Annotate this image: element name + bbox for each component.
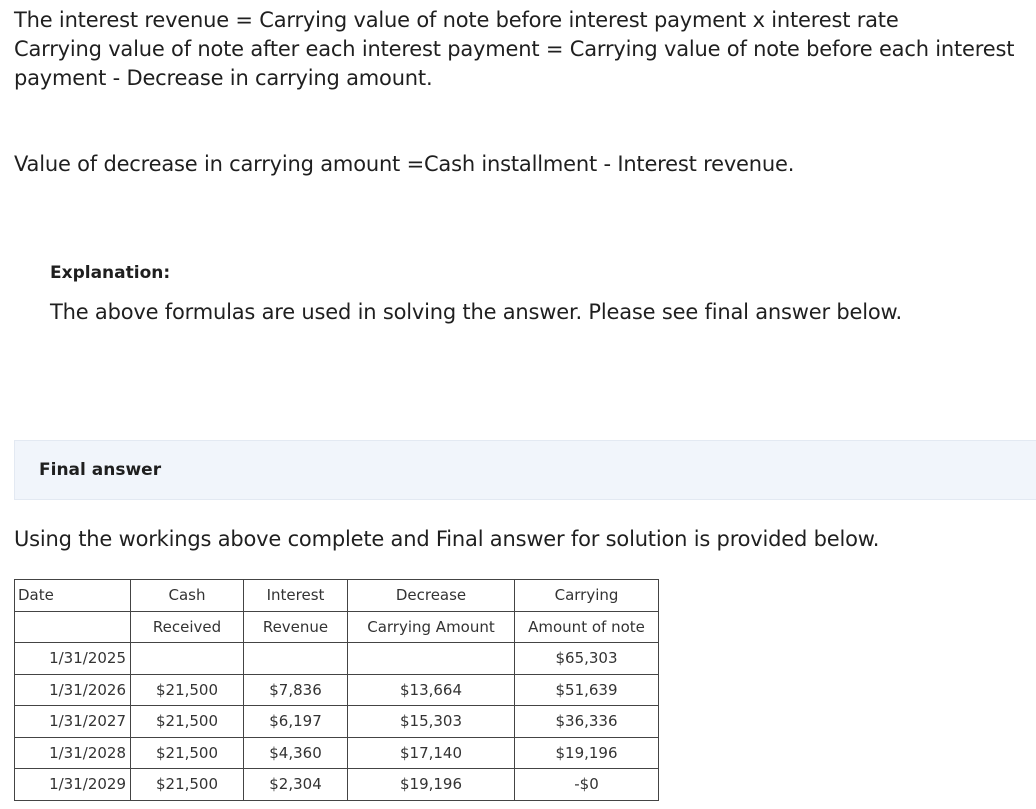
header-carrying-amount: Carrying Amount — [348, 611, 515, 643]
final-answer-banner — [14, 440, 1036, 500]
cell-decrease-carrying-amount: $13,664 — [348, 674, 515, 706]
amortization-table-wrapper — [14, 579, 659, 801]
table-header-row — [15, 611, 659, 643]
header-carrying: Carrying — [515, 580, 659, 612]
explanation-heading: Explanation: — [50, 263, 171, 283]
table-row — [15, 706, 659, 738]
cell-date: 1/31/2027 — [15, 706, 131, 738]
explanation-body: The above formulas are used in solving the answer. Please see final answer below. — [50, 300, 903, 324]
formula-carrying-value-line1: Carrying value of note after each interest payment = Carrying value of note before each interest — [14, 37, 1015, 61]
formula-interest-revenue: The interest revenue = Carrying value of note before interest payment x interest rate — [14, 8, 899, 32]
formula-decrease-carrying-amount: Value of decrease in carrying amount =Cash installment - Interest revenue. — [14, 152, 795, 176]
cell-decrease-carrying-amount: $17,140 — [348, 737, 515, 769]
cell-interest-revenue — [244, 643, 348, 675]
cell-date: 1/31/2025 — [15, 643, 131, 675]
cell-carrying-amount-of-note: $65,303 — [515, 643, 659, 675]
cell-decrease-carrying-amount — [348, 643, 515, 675]
amortization-table — [14, 579, 659, 801]
cell-carrying-amount-of-note: $36,336 — [515, 706, 659, 738]
cell-interest-revenue: $6,197 — [244, 706, 348, 738]
table-row — [15, 737, 659, 769]
cell-carrying-amount-of-note: $19,196 — [515, 737, 659, 769]
table-row — [15, 674, 659, 706]
cell-decrease-carrying-amount: $19,196 — [348, 769, 515, 801]
final-answer-label: Final answer — [39, 460, 162, 480]
table-row — [15, 643, 659, 675]
header-received: Received — [131, 611, 244, 643]
header-date-sub — [15, 611, 131, 643]
cell-decrease-carrying-amount: $15,303 — [348, 706, 515, 738]
header-revenue: Revenue — [244, 611, 348, 643]
header-amount-of-note: Amount of note — [515, 611, 659, 643]
cell-cash-received: $21,500 — [131, 769, 244, 801]
table-header-row — [15, 580, 659, 612]
cell-cash-received: $21,500 — [131, 737, 244, 769]
cell-date: 1/31/2028 — [15, 737, 131, 769]
final-answer-intro: Using the workings above complete and Final answer for solution is provided below. — [14, 527, 880, 551]
cell-cash-received — [131, 643, 244, 675]
table-row — [15, 769, 659, 801]
cell-cash-received: $21,500 — [131, 674, 244, 706]
formula-carrying-value-line2: payment - Decrease in carrying amount. — [14, 66, 433, 90]
cell-carrying-amount-of-note: $51,639 — [515, 674, 659, 706]
header-cash: Cash — [131, 580, 244, 612]
cell-interest-revenue: $2,304 — [244, 769, 348, 801]
cell-cash-received: $21,500 — [131, 706, 244, 738]
cell-interest-revenue: $4,360 — [244, 737, 348, 769]
cell-date: 1/31/2029 — [15, 769, 131, 801]
cell-interest-revenue: $7,836 — [244, 674, 348, 706]
cell-date: 1/31/2026 — [15, 674, 131, 706]
cell-carrying-amount-of-note: -$0 — [515, 769, 659, 801]
header-decrease: Decrease — [348, 580, 515, 612]
header-date: Date — [15, 580, 131, 612]
header-interest: Interest — [244, 580, 348, 612]
